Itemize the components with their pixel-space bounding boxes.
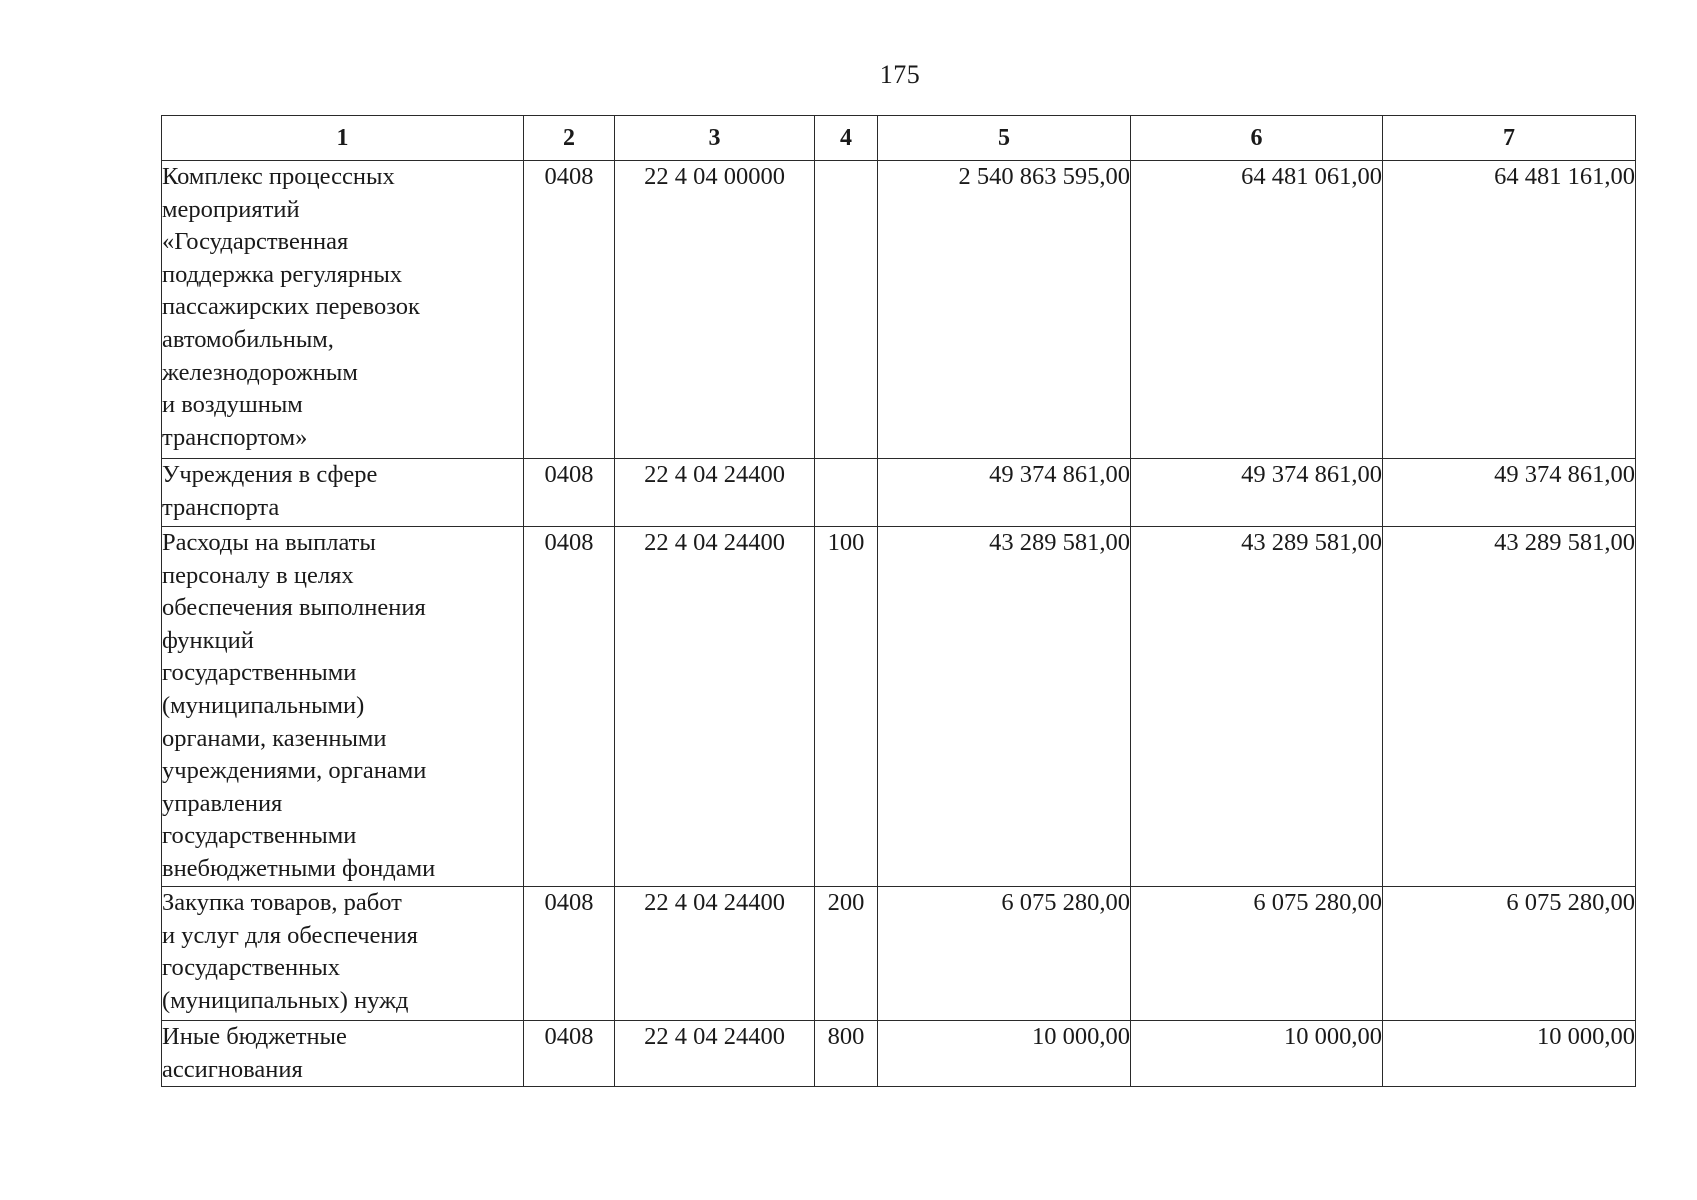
row-amount-col6: 10 000,00: [1131, 1021, 1383, 1087]
header-col-7: 7: [1383, 116, 1636, 161]
row-type-code: [815, 161, 878, 459]
row-name: Иные бюджетные ассигнования: [162, 1021, 524, 1087]
row-section-code: 0408: [524, 459, 615, 527]
header-col-6: 6: [1131, 116, 1383, 161]
table-row: [162, 527, 1636, 887]
row-amount-col5: 6 075 280,00: [878, 887, 1131, 1021]
row-type-code: [815, 459, 878, 527]
table-row: [162, 161, 1636, 459]
row-amount-col7: 64 481 161,00: [1383, 161, 1636, 459]
table-row: [162, 459, 1636, 527]
page-number: 175: [879, 60, 921, 89]
row-name: Комплекс процессных мероприятий «Государственная поддержка регулярных пассажирских перевозок автомобильным, железнодорожным и воздушным транспортом»: [162, 161, 524, 459]
header-col-1: 1: [162, 116, 524, 161]
row-amount-col5: 43 289 581,00: [878, 527, 1131, 887]
row-section-code: 0408: [524, 161, 615, 459]
row-amount-col6: 6 075 280,00: [1131, 887, 1383, 1021]
row-amount-col7: 49 374 861,00: [1383, 459, 1636, 527]
row-name: Расходы на выплаты персоналу в целях обеспечения выполнения функций государственными (муниципальными) органами, казенными учреждениями, органами управления государственными внебюджетными фондами: [162, 527, 524, 887]
row-name: Закупка товаров, работ и услуг для обеспечения государственных (муниципальных) нужд: [162, 887, 524, 1021]
row-amount-col6: 43 289 581,00: [1131, 527, 1383, 887]
row-amount-col6: 64 481 061,00: [1131, 161, 1383, 459]
table-row: [162, 1021, 1636, 1087]
row-amount-col6: 49 374 861,00: [1131, 459, 1383, 527]
header-col-3: 3: [615, 116, 815, 161]
row-amount-col5: 10 000,00: [878, 1021, 1131, 1087]
row-type-code: 100: [815, 527, 878, 887]
header-row: [162, 116, 1636, 161]
row-amount-col5: 49 374 861,00: [878, 459, 1131, 527]
row-section-code: 0408: [524, 527, 615, 887]
row-target-code: 22 4 04 24400: [615, 459, 815, 527]
table-row: [162, 887, 1636, 1021]
row-type-code: 200: [815, 887, 878, 1021]
row-target-code: 22 4 04 24400: [615, 1021, 815, 1087]
row-target-code: 22 4 04 00000: [615, 161, 815, 459]
row-target-code: 22 4 04 24400: [615, 887, 815, 1021]
row-amount-col7: 43 289 581,00: [1383, 527, 1636, 887]
budget-table: [161, 115, 1636, 1087]
row-amount-col7: 10 000,00: [1383, 1021, 1636, 1087]
header-col-2: 2: [524, 116, 615, 161]
row-amount-col7: 6 075 280,00: [1383, 887, 1636, 1021]
row-name: Учреждения в сфере транспорта: [162, 459, 524, 527]
header-col-5: 5: [878, 116, 1131, 161]
row-type-code: 800: [815, 1021, 878, 1087]
row-target-code: 22 4 04 24400: [615, 527, 815, 887]
table-body: [162, 161, 1636, 1087]
header-col-4: 4: [815, 116, 878, 161]
row-amount-col5: 2 540 863 595,00: [878, 161, 1131, 459]
table-header: [162, 116, 1636, 161]
row-section-code: 0408: [524, 1021, 615, 1087]
row-section-code: 0408: [524, 887, 615, 1021]
